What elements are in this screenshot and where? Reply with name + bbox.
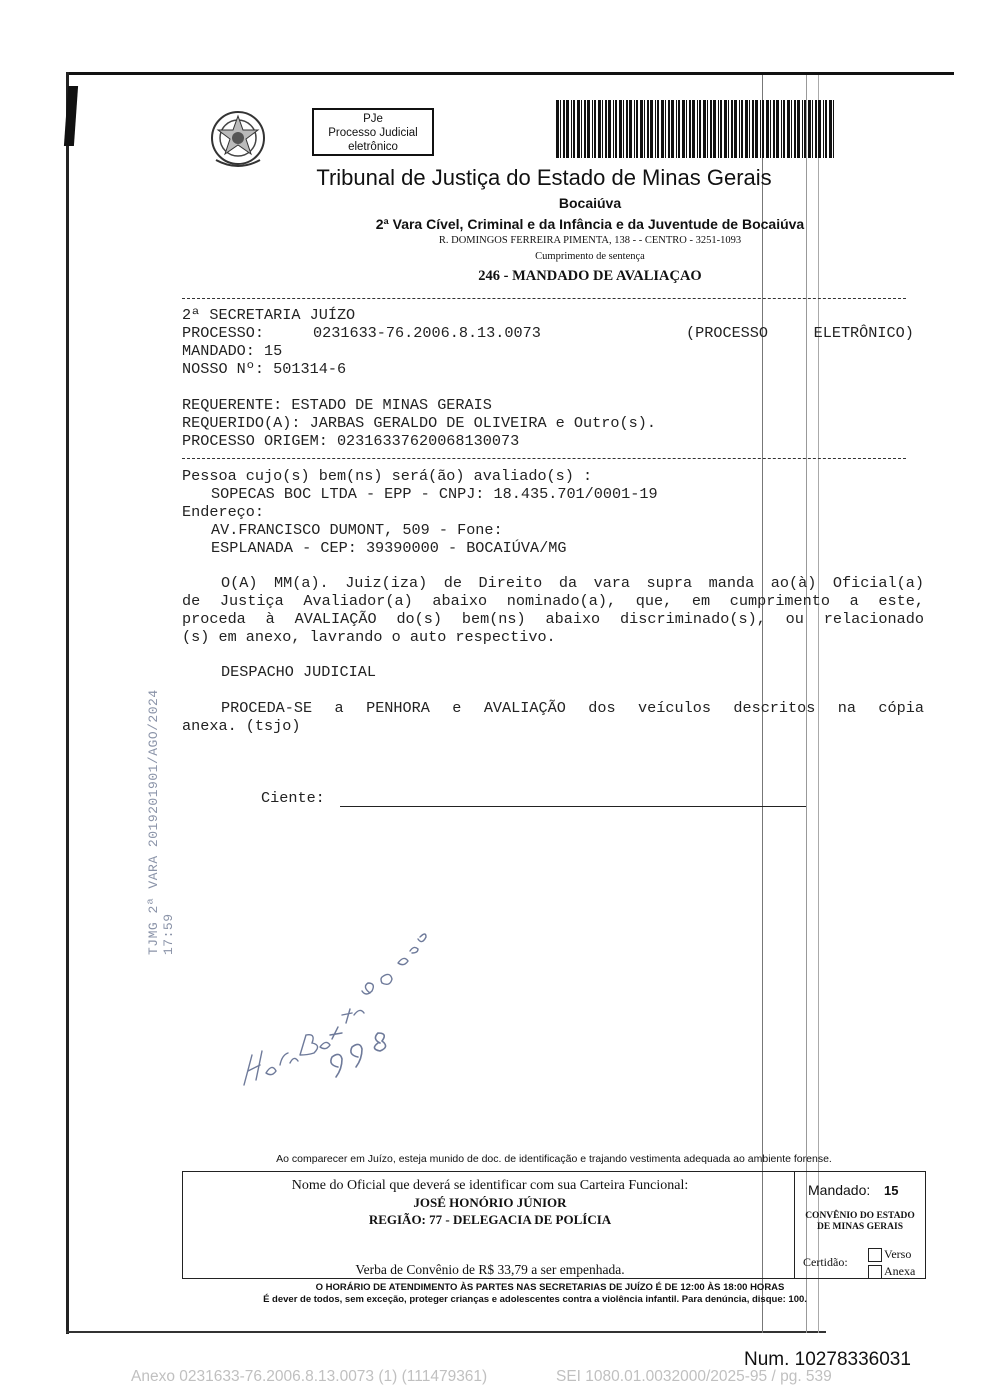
barcode-bar <box>783 100 785 158</box>
convenio-line-2: DE MINAS GERAIS <box>816 1222 904 1232</box>
barcode-bar <box>650 100 653 158</box>
barcode-bar <box>668 100 670 158</box>
barcode-bar <box>766 100 769 158</box>
requerido-line: REQUERIDO(A): JARBAS GERALDO DE OLIVEIRA e Outro(s). <box>182 414 656 432</box>
barcode-bar <box>734 100 737 158</box>
barcode-bar <box>629 100 632 158</box>
nosso-number-line: NOSSO Nº: 501314-6 <box>182 360 347 378</box>
despacho-line-2: anexa. (tsjo) <box>182 717 301 735</box>
barcode-bar <box>718 100 719 158</box>
anexa-label: Anexa <box>884 1264 916 1278</box>
ciente-label: Ciente: <box>261 789 325 807</box>
child-protection-notice: É dever de todos, sem exceção, proteger crianças e adolescentes contra a violência infantil. Para denúncia, disque: 100. <box>263 1294 807 1305</box>
officer-region: REGIÃO: 77 - DELEGACIA DE POLÍCIA <box>368 1212 612 1227</box>
barcode-bar <box>577 100 580 158</box>
barcode-bar <box>770 100 771 158</box>
barcode-bar <box>739 100 740 158</box>
barcode-bar <box>781 100 782 158</box>
person-heading: Pessoa cujo(s) bem(ns) será(ão) avaliado(s) : <box>182 467 593 485</box>
footer-mandado-label: Mandado: <box>808 1182 871 1198</box>
scan-border-top <box>66 72 954 75</box>
barcode-bar <box>619 100 622 158</box>
mandado-line: MANDADO: 15 <box>182 342 283 360</box>
despacho-line-1: PROCEDA-SE a PENHORA e AVALIAÇÃO dos veículos descritos na cópia <box>221 699 924 717</box>
barcode <box>556 100 834 158</box>
order-paragraph-line-4: (s) em anexo, lavrando o auto respectivo. <box>182 628 556 646</box>
barcode-bar <box>804 100 806 158</box>
order-paragraph-line-2: de Justiça Avaliador(a) abaixo nominado(a), que, em cumprimento a este, <box>182 592 924 610</box>
barcode-bar <box>615 100 617 158</box>
verba-convenio: Verba de Convênio de R$ 33,79 a ser empenhada. <box>355 1262 625 1277</box>
barcode-bar <box>823 100 824 158</box>
processo-label: PROCESSO: <box>182 324 265 342</box>
barcode-bar <box>636 100 638 158</box>
court-address: R. DOMINGOS FERREIRA PIMENTA, 138 - - CENTRO - 3251-1093 <box>438 235 742 246</box>
scan-border-left <box>66 72 69 1334</box>
barcode-bar <box>608 100 611 158</box>
barcode-bar <box>720 100 722 158</box>
address-line-1: AV.FRANCISCO DUMONT, 509 - Fone: <box>211 521 503 539</box>
document-number: Num. 10278336031 <box>744 1349 911 1370</box>
barcode-bar <box>556 100 559 158</box>
verso-label: Verso <box>884 1247 912 1261</box>
barcode-bar <box>728 100 729 158</box>
barcode-bar <box>829 100 832 158</box>
barcode-bar <box>602 100 603 158</box>
barcode-bar <box>682 100 685 158</box>
barcode-bar <box>808 100 811 158</box>
pje-logo-box <box>312 108 434 156</box>
barcode-bar <box>671 100 674 158</box>
barcode-bar <box>731 100 733 158</box>
barcode-bar <box>776 100 779 158</box>
barcode-bar <box>584 100 586 158</box>
barcode-bar <box>825 100 827 158</box>
barcode-bar <box>692 100 695 158</box>
court-city: Bocaiúva <box>558 195 622 211</box>
company-line: SOPECAS BOC LTDA - EPP - CNPJ: 18.435.701/0001-19 <box>211 485 658 503</box>
coat-of-arms-icon <box>208 108 268 170</box>
barcode-bar <box>665 100 666 158</box>
barcode-bar <box>676 100 677 158</box>
order-paragraph-line-1: O(A) MM(a). Juiz(iza) de Direito da vara supra manda ao(à) Oficial(a) <box>221 574 924 592</box>
barcode-bar <box>749 100 750 158</box>
barcode-bar <box>741 100 743 158</box>
handwritten-annotation <box>230 915 440 1095</box>
barcode-bar <box>644 100 645 158</box>
barcode-bar <box>598 100 601 158</box>
case-phase: Cumprimento de sentença <box>535 251 645 262</box>
address-label: Endereço: <box>182 503 265 521</box>
barcode-bar <box>594 100 596 158</box>
barcode-bar <box>710 100 712 158</box>
barcode-bar <box>571 100 572 158</box>
barcode-bar <box>833 100 834 158</box>
barcode-bar <box>560 100 561 158</box>
pje-line-2: Processo Judicial <box>328 127 418 139</box>
secretaria-line: 2ª SECRETARIA JUÍZO <box>182 306 356 324</box>
barcode-bar <box>745 100 748 158</box>
barcode-bar <box>592 100 593 158</box>
barcode-bar <box>762 100 764 158</box>
barcode-bar <box>812 100 813 158</box>
barcode-bar <box>657 100 659 158</box>
barcode-bar <box>686 100 687 158</box>
barcode-bar <box>581 100 582 158</box>
barcode-bar <box>697 100 698 158</box>
barcode-bar <box>699 100 701 158</box>
processo-type: (PROCESSO ELETRÔNICO) <box>686 324 914 342</box>
barcode-bar <box>605 100 607 158</box>
barcode-bar <box>655 100 656 158</box>
barcode-bar <box>587 100 590 158</box>
barcode-bar <box>794 100 796 158</box>
officer-box-divider <box>794 1172 795 1278</box>
barcode-bar <box>787 100 790 158</box>
barcode-bar <box>613 100 614 158</box>
document-title: 246 - MANDADO DE AVALIAÇAO <box>478 268 702 284</box>
verso-checkbox[interactable] <box>868 1248 882 1262</box>
footer-mandado-number: 15 <box>884 1183 899 1198</box>
barcode-bar <box>626 100 628 158</box>
barcode-bar <box>647 100 649 158</box>
protocol-stamp: TJMG 2ª VARA 2019201901/AGO/2024 17:59 <box>146 689 176 955</box>
officer-intro: Nome do Oficial que deverá se identificar com sua Carteira Funcional: <box>291 1178 689 1193</box>
court-title: Tribunal de Justiça do Estado de Minas Gerais <box>316 165 772 190</box>
barcode-bar <box>563 100 565 158</box>
hours-notice: O HORÁRIO DE ATENDIMENTO ÀS PARTES NAS SECRETARIAS DE JUÍZO É DE 12:00 ÀS 18:00 HORAS <box>315 1282 785 1293</box>
barcode-bar <box>760 100 761 158</box>
signature-line[interactable] <box>340 806 806 807</box>
order-paragraph-line-3: proceda à AVALIAÇÃO do(s) bem(ns) abaixo discriminado(s), ou relacionado <box>182 610 924 628</box>
barcode-bar <box>802 100 803 158</box>
barcode-bar <box>623 100 624 158</box>
barcode-bar <box>815 100 817 158</box>
court-attire-notice: Ao comparecer em Juízo, esteja munido de doc. de identificação e trajando vestimenta adequada ao ambiente forense. <box>276 1153 832 1165</box>
certidao-label: Certidão: <box>803 1255 848 1269</box>
despacho-heading: DESPACHO JUDICIAL <box>221 663 376 681</box>
barcode-bar <box>678 100 680 158</box>
barcode-bar <box>573 100 575 158</box>
pje-line-1: PJe <box>363 113 383 125</box>
convenio-line-1: CONVÊNIO DO ESTADO <box>805 1211 915 1221</box>
scan-border-bottom <box>66 1331 826 1333</box>
barcode-bar <box>634 100 635 158</box>
processo-origem-line: PROCESSO ORIGEM: 02316337620068130073 <box>182 432 520 450</box>
pje-line-3: eletrônico <box>348 141 398 153</box>
barcode-bar <box>703 100 706 158</box>
officer-name: JOSÉ HONÓRIO JÚNIOR <box>413 1195 567 1210</box>
barcode-bar <box>818 100 821 158</box>
barcode-bar <box>773 100 775 158</box>
barcode-bar <box>755 100 758 158</box>
certidao-verso-option[interactable] <box>868 1247 911 1262</box>
barcode-bar <box>689 100 691 158</box>
barcode-bar <box>752 100 754 158</box>
barcode-bar <box>640 100 643 158</box>
requerente-line: REQUERENTE: ESTADO DE MINAS GERAIS <box>182 396 492 414</box>
processo-number: 0231633-76.2006.8.13.0073 <box>313 324 541 342</box>
barcode-bar <box>791 100 792 158</box>
anexo-reference: Anexo 0231633-76.2006.8.13.0073 (1) (111479361) <box>131 1368 488 1385</box>
barcode-bar <box>661 100 664 158</box>
certidao-anexa-option[interactable] <box>868 1264 915 1279</box>
barcode-bar <box>724 100 727 158</box>
address-line-2: ESPLANADA - CEP: 39390000 - BOCAIÚVA/MG <box>211 539 567 557</box>
sei-reference: SEI 1080.01.0032000/2025-95 / pg. 539 <box>556 1368 832 1385</box>
dashed-divider <box>182 458 906 459</box>
barcode-bar <box>566 100 569 158</box>
court-division: 2ª Vara Cível, Criminal e da Infância e da Juventude de Bocaiúva <box>375 216 805 232</box>
dashed-divider <box>182 298 906 299</box>
barcode-bar <box>707 100 708 158</box>
barcode-bar <box>797 100 800 158</box>
anexa-checkbox[interactable] <box>868 1265 882 1279</box>
barcode-bar <box>713 100 716 158</box>
